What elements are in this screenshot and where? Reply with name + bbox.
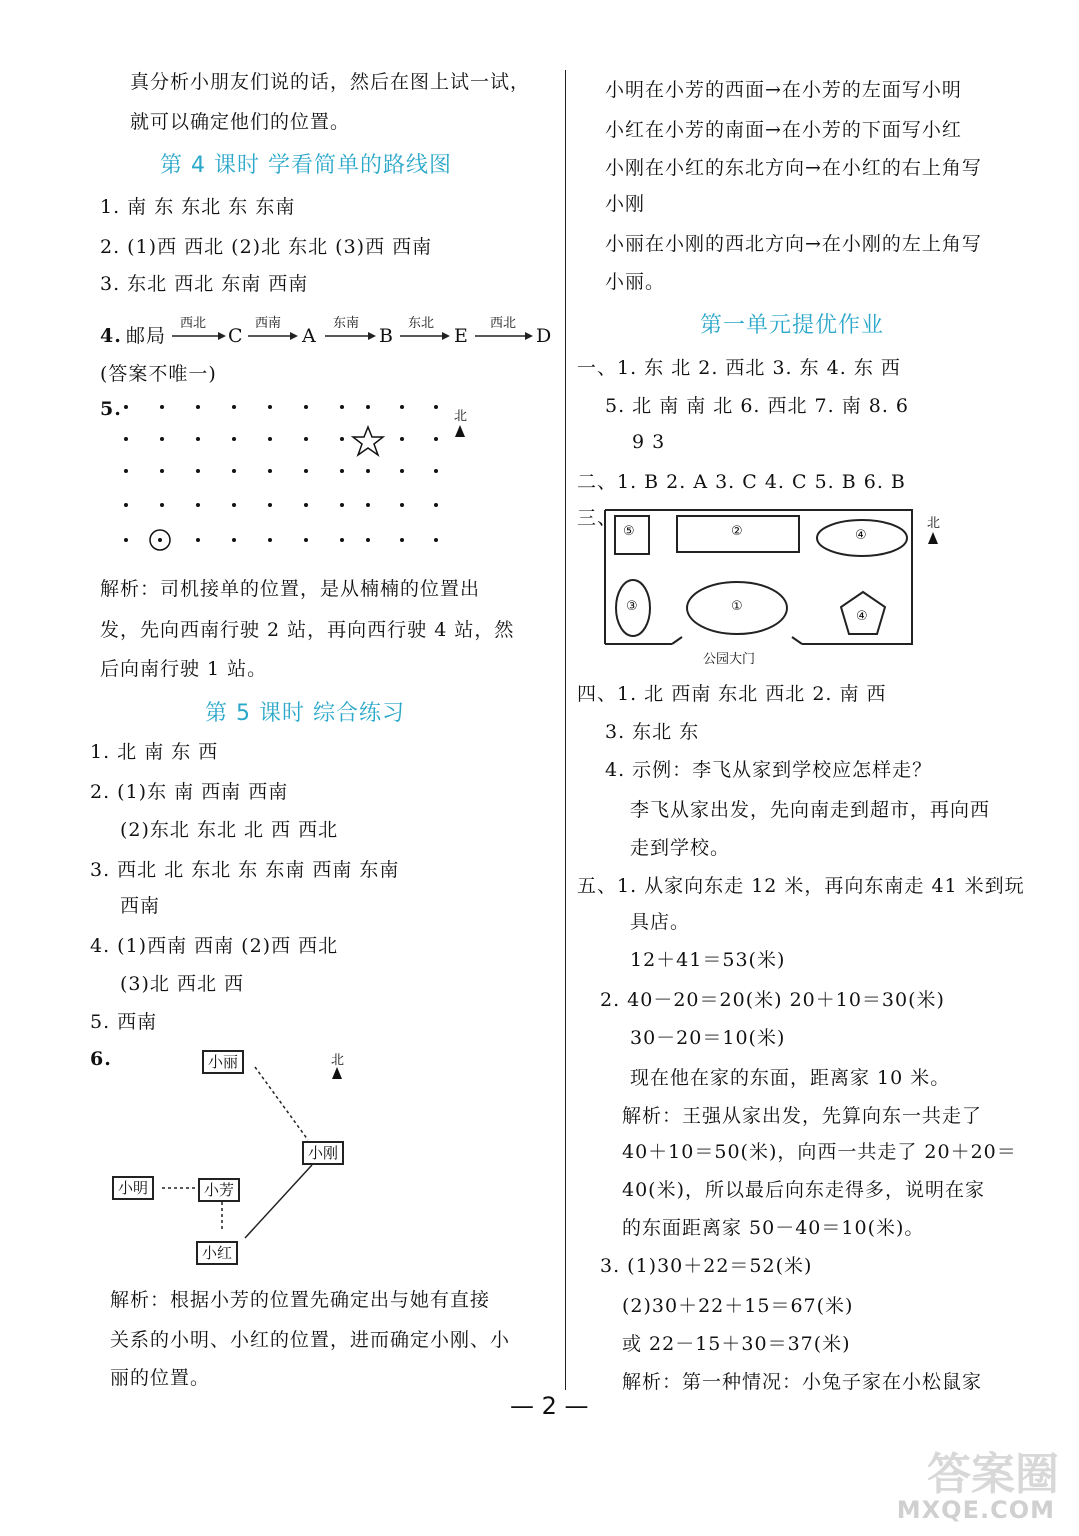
- route-arrow-3: [325, 332, 376, 340]
- sec5-line-8: 40＋10＝50(米)，向西一共走了 20＋20＝: [622, 1141, 1017, 1163]
- route-point-b: B: [379, 325, 394, 347]
- page-number: — 2 —: [510, 1392, 589, 1420]
- star-icon: [353, 427, 383, 455]
- l5-item-4: 4. (1)西南 西南 (2)西 西北: [90, 935, 339, 957]
- l4-q4-route: [100, 310, 560, 354]
- l5-analysis-1: 解析：根据小芳的位置先确定出与她有直接: [110, 1289, 491, 1311]
- lesson4-title: 第 4 课时 学看简单的路线图: [160, 153, 452, 178]
- sec5-line-2: 具店。: [630, 911, 691, 933]
- route-arrow-4: [400, 332, 450, 340]
- sec5-line-10: 的东面距离家 50－40＝10(米)。: [622, 1217, 925, 1239]
- mark-4-top: ④: [855, 528, 867, 543]
- route-point-e: E: [454, 325, 469, 347]
- route-arrow-1: [172, 332, 226, 340]
- sec5-line-11: 3. (1)30＋22＝52(米): [600, 1255, 813, 1277]
- mark-3: ③: [626, 599, 638, 614]
- l4-q5-num: 5.: [100, 398, 122, 420]
- right-top-1: 小明在小芳的西面→在小芳的左面写小明: [605, 79, 962, 101]
- dot-grid: [100, 395, 500, 565]
- l4-q4-note: (答案不唯一): [100, 363, 217, 385]
- park-north-arrow-icon: [928, 532, 938, 544]
- target-circle-icon: [150, 530, 170, 550]
- sec5-line-4: 2. 40－20＝20(米) 20＋10＝30(米): [600, 989, 945, 1011]
- route-dir-1: 西北: [180, 316, 207, 331]
- mark-4-bottom: ④: [856, 609, 868, 624]
- l4-analysis-2: 发，先向西南行驶 2 站，再向西行驶 4 站，然: [100, 619, 515, 641]
- north-arrow-icon: [455, 425, 465, 437]
- sec4-line-1: 四、1. 北 西南 东北 西北 2. 南 西: [577, 683, 887, 705]
- page-number-value: 2: [541, 1392, 557, 1420]
- box-xiaoli: 小丽: [202, 1050, 244, 1074]
- grid-dots: [124, 405, 438, 542]
- mark-2: ②: [731, 524, 743, 539]
- lesson5-title: 第 5 课时 综合练习: [205, 701, 405, 726]
- l5-item-2: 2. (1)东 南 西南 西南: [90, 781, 289, 803]
- route-start: 邮局: [126, 325, 167, 347]
- l5-item-3b: 西南: [120, 895, 161, 917]
- unit-title: 第一单元提优作业: [700, 313, 885, 338]
- route-dir-2: 西南: [255, 316, 282, 331]
- sec5-line-12: (2)30＋22＋15＝67(米): [622, 1295, 854, 1317]
- sec5-line-7: 解析：王强从家出发，先算向东一共走了: [622, 1105, 983, 1127]
- l5-item-4b: (3)北 西北 西: [120, 973, 244, 995]
- sec5-line-13: 或 22－15＋30＝37(米): [622, 1333, 851, 1355]
- mark-1: ①: [731, 599, 743, 614]
- sec4-line-5: 走到学校。: [630, 837, 731, 859]
- l4-item-3: 3. 东北 西北 东南 西南: [100, 273, 309, 295]
- watermark-line1: 答案圈: [927, 1449, 1059, 1500]
- route-point-a: A: [302, 325, 317, 347]
- sec5-line-14: 解析：第一种情况：小兔子家在小松鼠家: [622, 1371, 983, 1393]
- watermark-logo: [829, 1438, 1059, 1528]
- sec2-line: 二、1. B 2. A 3. C 4. C 5. B 6. B: [577, 471, 906, 493]
- mark-5: ⑤: [623, 524, 635, 539]
- box-xiaofang: 小芳: [198, 1178, 240, 1202]
- l5-item-2b: (2)东北 东北 北 西 西北: [120, 819, 339, 841]
- sec1-line-3: 9 3: [632, 431, 666, 453]
- l5-q6-num: 6.: [90, 1048, 112, 1070]
- sec5-line-1: 五、1. 从家向东走 12 米，再向东南走 41 米到玩: [577, 875, 1025, 897]
- l5-item-3: 3. 西北 北 东北 东 东南 西南 东南: [90, 859, 400, 881]
- park-map: [577, 502, 957, 672]
- intro-line-1: 真分析小朋友们说的话，然后在图上试一试，: [130, 71, 531, 93]
- route-dir-3: 东南: [333, 316, 360, 331]
- l5-item-1: 1. 北 南 东 西: [90, 741, 219, 763]
- l5-q6-diagram: [90, 1045, 390, 1275]
- l4-analysis-1: 解析：司机接单的位置，是从楠楠的位置出: [100, 578, 481, 600]
- l4-item-2: 2. (1)西 西北 (2)北 东北 (3)西 西南: [100, 236, 433, 258]
- route-dir-4: 东北: [408, 316, 435, 331]
- right-top-6: 小丽。: [605, 271, 666, 293]
- park-gate-label: 公园大门: [703, 652, 756, 667]
- route-point-c: C: [228, 325, 244, 347]
- l5-item-5: 5. 西南: [90, 1011, 158, 1033]
- grid-north-label: 北: [454, 409, 468, 424]
- l4-analysis-3: 后向南行驶 1 站。: [100, 658, 268, 680]
- l4-q4-num: 4.: [100, 325, 122, 347]
- position-lines: [90, 1045, 390, 1275]
- sec1-line-1: 一、1. 东 北 2. 西北 3. 东 4. 东 西: [577, 357, 901, 379]
- l4-item-1: 1. 南 东 东北 东 东南: [100, 196, 296, 218]
- park-north-label: 北: [927, 516, 941, 531]
- q6-north-label: 北: [331, 1053, 345, 1068]
- right-top-3: 小刚在小红的东北方向→在小红的右上角写: [605, 157, 982, 179]
- box-xiaogang: 小刚: [302, 1141, 344, 1165]
- route-arrow-2: [248, 332, 298, 340]
- box-xiaohong: 小红: [196, 1241, 238, 1265]
- sec5-line-3: 12＋41＝53(米): [630, 949, 786, 971]
- route-point-d: D: [536, 325, 553, 347]
- sec4-line-4: 李飞从家出发，先向南走到超市，再向西: [630, 799, 991, 821]
- l4-q5-grid: [100, 395, 500, 565]
- route-dir-5: 西北: [490, 316, 517, 331]
- sec1-line-2: 5. 北 南 南 北 6. 西北 7. 南 8. 6: [605, 395, 909, 417]
- q6-north-arrow-icon: [332, 1067, 342, 1079]
- l5-analysis-3: 丽的位置。: [110, 1367, 211, 1389]
- column-divider: [565, 70, 566, 1390]
- sec5-line-5: 30－20＝10(米): [630, 1027, 786, 1049]
- l5-analysis-2: 关系的小明、小红的位置，进而确定小刚、小: [110, 1329, 511, 1351]
- route-arrow-5: [475, 332, 533, 340]
- right-top-4: 小刚: [605, 193, 646, 215]
- sec4-line-3: 4. 示例：李飞从家到学校应怎样走？: [605, 759, 933, 781]
- box-xiaoming: 小明: [112, 1176, 154, 1200]
- sec5-line-6: 现在他在家的东面，距离家 10 米。: [630, 1067, 951, 1089]
- intro-line-2: 就可以确定他们的位置。: [130, 111, 351, 133]
- right-top-5: 小丽在小刚的西北方向→在小刚的左上角写: [605, 233, 982, 255]
- right-top-2: 小红在小芳的南面→在小芳的下面写小红: [605, 119, 962, 141]
- sec5-line-9: 40(米)，所以最后向东走得多，说明在家: [622, 1179, 986, 1201]
- sec4-line-2: 3. 东北 东: [605, 721, 700, 743]
- watermark-line2: MXQE.COM: [896, 1496, 1055, 1524]
- sec3-label: 三、: [577, 507, 618, 529]
